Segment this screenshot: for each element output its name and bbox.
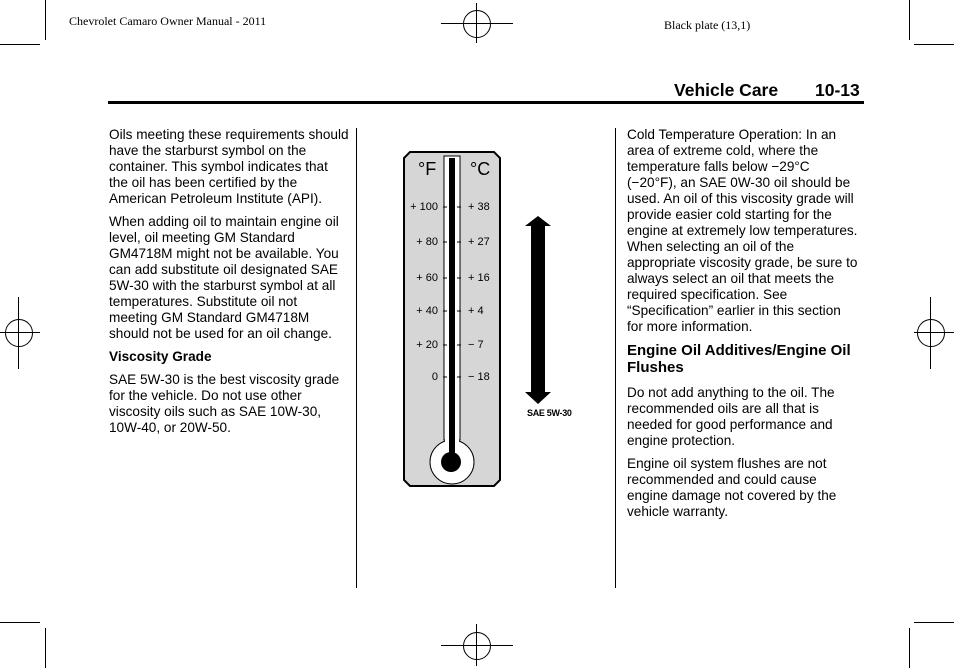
header-rule — [108, 101, 864, 104]
crop-mark — [0, 44, 40, 45]
celsius-tick: − 7 — [468, 339, 484, 351]
viscosity-figure — [400, 150, 580, 492]
fahrenheit-tick: + 100 — [410, 201, 438, 213]
crop-mark — [914, 622, 954, 623]
paragraph: Oils meeting these requirements should have the starburst symbol on the container. This symbol indicates that the oil has been certified by the American Petroleum Institute (API). — [109, 127, 349, 206]
fahrenheit-tick: + 20 — [416, 339, 438, 351]
paragraph: When adding oil to maintain engine oil level, oil meeting GM Standard GM4718M might not be available. You can add substitute oil designated SAE 5W-30 with the starburst symbol at all temperatures. Substitute oil not meeting GM Standard GM4718M should not be used for an oil change. — [109, 214, 339, 341]
left-column — [109, 127, 349, 443]
plate-label: Black plate (13,1) — [664, 18, 751, 32]
crop-mark — [909, 0, 910, 40]
fahrenheit-tick: 0 — [431, 371, 438, 383]
crop-mark — [0, 622, 40, 623]
paragraph: SAE 5W-30 is the best viscosity grade for the vehicle. Do not use other viscosity oils such as SAE 10W-30, 10W-40, or 20W-50. — [109, 372, 340, 435]
column-divider — [615, 128, 616, 588]
section-heading: Engine Oil Additives/Engine Oil Flushes — [627, 342, 851, 376]
fahrenheit-tick: + 60 — [416, 272, 438, 284]
paragraph: Engine oil system flushes are not recommended and could cause engine damage not covered by the vehicle warranty. — [627, 456, 837, 519]
paragraph: Do not add anything to the oil. The recommended oils are all that is needed for good performance and engine protection. — [627, 385, 835, 448]
crop-mark — [45, 628, 46, 668]
fahrenheit-tick: + 40 — [416, 305, 438, 317]
crop-mark — [914, 44, 954, 45]
celsius-tick: + 38 — [468, 201, 490, 213]
viscosity-range-label: SAE 5W-30 — [527, 408, 572, 418]
paragraph: Cold Temperature Operation: In an area of extreme cold, where the temperature falls below −29°C (−20°F), an SAE 0W-30 oil should be used. An oil of this viscosity grade will provide easier cold starting for the engine at extremely low temperatures. When selecting an oil of the appropriate viscosity grade, be sure to always select an oil that meets the required specification. See “Specification” earlier in this section for more information. — [627, 127, 858, 334]
celsius-unit-label: °C — [470, 159, 491, 179]
page-number: 10-13 — [815, 80, 860, 100]
celsius-tick: + 4 — [468, 305, 484, 317]
section-heading: Viscosity Grade — [109, 349, 212, 364]
celsius-tick: − 18 — [468, 371, 490, 383]
fahrenheit-unit-label: °F — [418, 159, 437, 179]
section-title: Vehicle Care — [674, 80, 779, 100]
crop-mark — [45, 0, 46, 40]
right-column — [627, 127, 859, 527]
column-divider — [356, 128, 357, 588]
celsius-tick: + 16 — [468, 272, 490, 284]
celsius-tick: + 27 — [468, 236, 490, 248]
manual-title: Chevrolet Camaro Owner Manual - 2011 — [69, 14, 267, 28]
fahrenheit-tick: + 80 — [416, 236, 438, 248]
crop-mark — [909, 628, 910, 668]
